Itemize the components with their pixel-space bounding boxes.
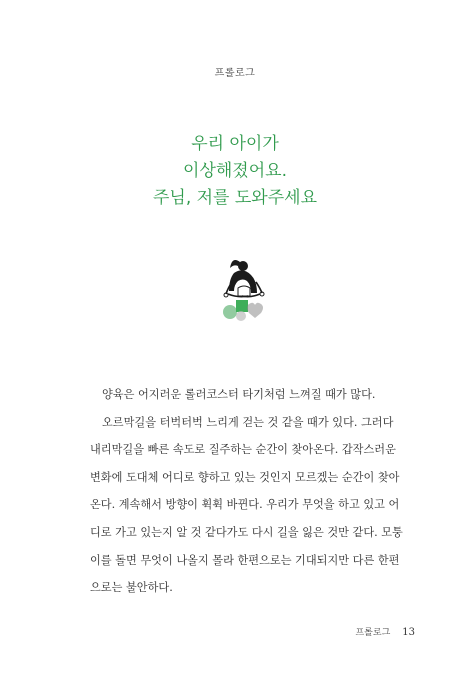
page-number: 13 [402, 627, 415, 638]
body-line: 디로 가고 있는지 알 것 같다가도 다시 길을 잃은 것만 같다. 모퉁 [90, 525, 403, 539]
page-footer [300, 625, 415, 638]
body-line: 이를 돌면 무엇이 나올지 몰라 한편으로는 기대되지만 다른 한편 [90, 553, 400, 567]
body-line: 변화에 도대체 어디로 향하고 있는 것인지 모르겠는 순간이 찾아 [90, 470, 400, 484]
person-with-child-icon [210, 252, 270, 326]
title-line-1: 우리 아이가 [191, 134, 279, 154]
body-line: 내리막길을 빠른 속도로 질주하는 순간이 찾아온다. 갑작스러운 [90, 443, 396, 457]
body-paragraph [90, 381, 403, 602]
chapter-title [0, 131, 470, 212]
chapter-label: 프롤로그 [214, 68, 256, 79]
body-line: 양육은 어지러운 롤러코스터 타기처럼 느껴질 때가 많다. [102, 388, 376, 401]
body-line: 오르막길을 터벅터벅 느리게 걷는 것 같을 때가 있다. 그러다 [102, 415, 394, 429]
footer-chapter-label: 프롤로그 [355, 628, 391, 638]
title-line-3: 주님, 저를 도와주세요 [152, 188, 317, 208]
body-line: 온다. 계속해서 방향이 휙휙 바뀐다. 우리가 무엇을 하고 있고 어 [90, 498, 400, 512]
body-line: 으로는 불안하다. [90, 581, 173, 595]
title-line-2: 이상해졌어요. [183, 161, 287, 181]
